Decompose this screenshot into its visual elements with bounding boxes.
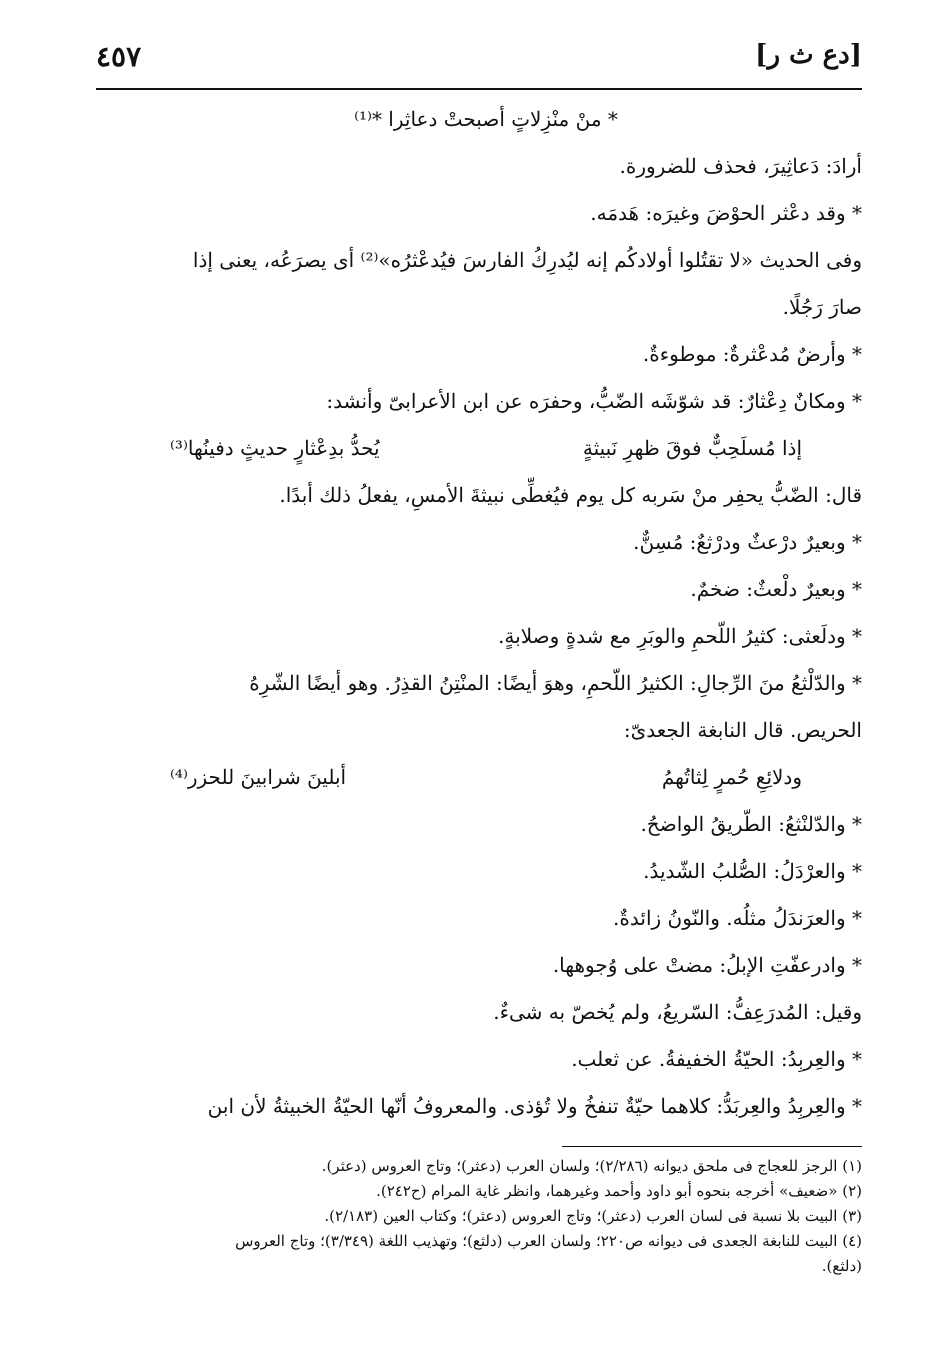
entry-line: * وبعيرٌ دلْعثٌ: ضخمٌ. [690, 577, 862, 601]
entry-line: * والعرَندَلُ مثلُه. والنّونُ زائدةٌ. [613, 906, 862, 930]
footnote: (١) الرجز للعجاج فى ملحق ديوانه (٢/٢٨٦)؛ ولسان العرب (دعثر)؛ وتاج العروس (دعثر). [321, 1157, 862, 1175]
entry-line: * ومكانٌ دِعْثارٌ: قد شوّشَه الضّبُّ، وحفرَه عن ابن الأعرابىّ وأنشد: [326, 389, 862, 413]
verse-hemistich-first: ودلائِعِ حُمرٍ لِثاتُهمُ [661, 765, 802, 789]
verse-line: * منْ منْزِلاتٍ أصبحتْ دعاثِرا *⁽¹⁾ [354, 107, 618, 131]
entry-line: * والعرْدَلُ: الصُّلبُ الشّديدُ. [643, 859, 862, 883]
entry-line: * والدّلْثعُ منَ الرِّجالِ: الكثيرُ اللّحمِ، وهوَ أيضًا: المنْتِنُ القذِرُ. وهو أيضًا الشّرِهُ [249, 671, 862, 695]
text-line: صارَ رَجُلًا. [782, 295, 862, 319]
footnote-divider [562, 1146, 862, 1147]
verse-hemistich-second: أبلينَ شرابينَ للحزر⁽⁴⁾ [170, 765, 347, 789]
text-line: أرادَ: دَعاثِيرَ، فحذف للضرورة. [619, 154, 862, 178]
text-line: الحريص. قال النابغة الجعدىّ: [623, 718, 862, 742]
root-heading: [دع ث ر] [755, 40, 862, 70]
text-line: وقيل: المُدرَعِفُّ: السّريعُ، ولم يُخصّ به شىءٌ. [493, 1000, 862, 1024]
poem-verse [110, 754, 862, 801]
entry-line: * وادرعفّتِ الإبلُ: مضتْ على وُجوهها. [552, 953, 862, 977]
footnote: (دلثع). [821, 1257, 862, 1275]
entry-line: * والعِربِدُ والعِربَدُّ: كلاهما حيّةٌ تنفخُ ولا تُؤذى. والمعروفُ أنّها الحيّةُ الخبيثةُ لأن ابن [207, 1094, 862, 1118]
footnote: (٢) «ضعيف» أخرجه بنحوه أبو داود وأحمد وغيرهما، وانظر غاية المرام (ح٢٤٢). [376, 1182, 862, 1200]
entry-line: * والعِربِدُ: الحيّةُ الخفيفةُ. عن ثعلب. [571, 1047, 862, 1071]
footnote: (٤) البيت للنابغة الجعدى فى ديوانه ص٢٢٠؛ ولسان العرب (دلثع)؛ وتهذيب اللغة (٣/٣٤٩)؛ وتاج العروس [235, 1232, 862, 1250]
entry-line: * وبعيرٌ درْعثٌ ودرْثعٌ: مُسِنٌّ. [633, 530, 862, 554]
footnotes [110, 1154, 862, 1279]
entry-line: * وقد دعْثر الحوْضَ وغيرَه: هَدمَه. [590, 201, 862, 225]
entry-line: * ودلَعثى: كثيرُ اللّحمِ والوبَرِ مع شدةٍ وصلابةٍ. [498, 624, 862, 648]
entry-line: * وأرضٌ مُدعْثرةٌ: موطوءةٌ. [642, 342, 862, 366]
page-number: ٤٥٧ [96, 40, 142, 73]
text-line: قال: الضّبُّ يحفِر منْ سَربه كل يوم فيُغطِّى نبيثةَ الأمسِ، يفعلُ ذلك أبدًا. [279, 483, 862, 507]
footnote: (٣) البيت بلا نسبة فى لسان العرب (دعثر)؛ وتاج العروس (دعثر)؛ وكتاب العين (٢/١٨٣). [324, 1207, 862, 1225]
verse-hemistich-first: إذا مُسلَحِبٌّ فوقَ ظهرِ نَبيثةٍ [582, 436, 802, 460]
entry-line: * والدّلنْثعُ: الطّريقُ الواضحُ. [640, 812, 862, 836]
poem-verse [110, 425, 862, 472]
main-text [110, 96, 862, 1130]
text-line: وفى الحديث «لا تقتُلوا أولادكُم إنه ليُدرِكُ الفارسَ فيُدعْثرُه»⁽²⁾ أى يصرَعُه، يعنى إذا [192, 248, 862, 272]
verse-hemistich-second: يُحدُّ بدِعْثارٍ حديثٍ دفينُها⁽³⁾ [170, 436, 380, 460]
page-header [96, 36, 862, 90]
